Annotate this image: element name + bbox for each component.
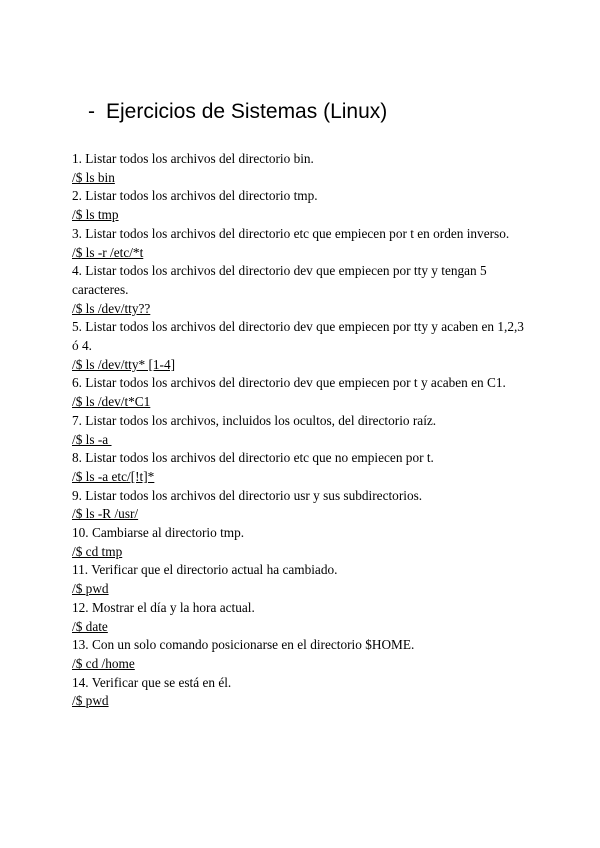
- exercise-answer: /$ date: [72, 618, 108, 634]
- exercise-answer: /$ ls tmp: [72, 207, 119, 223]
- exercise-answer: /$ pwd: [72, 693, 109, 709]
- title-text: Ejercicios de Sistemas (Linux): [106, 100, 388, 123]
- exercise-question: 6. Listar todos los archivos del directorio dev que empiecen por t y acaben en C1.: [72, 375, 506, 391]
- exercise-answer: /$ pwd: [72, 581, 109, 597]
- exercise-question: 3. Listar todos los archivos del directorio etc que empiecen por t en orden inverso.: [72, 225, 510, 241]
- exercise-list: [72, 150, 532, 711]
- page-title: [88, 98, 387, 126]
- exercise-answer: /$ ls /dev/t*C1: [72, 394, 151, 410]
- exercise-question: 5. Listar todos los archivos del directorio dev que empiecen por tty y acaben en 1,2,3 ó 4.: [72, 319, 524, 354]
- exercise-question: 13. Con un solo comando posicionarse en el directorio $HOME.: [72, 637, 415, 653]
- exercise-answer: /$ ls bin: [72, 169, 115, 185]
- exercise-answer: /$ ls -a etc/[!t]*: [72, 468, 155, 484]
- exercise-question: 8. Listar todos los archivos del directorio etc que no empiecen por t.: [72, 450, 434, 466]
- exercise-answer: /$ ls -r /etc/*t: [72, 244, 144, 260]
- exercise-question: 4. Listar todos los archivos del directorio dev que empiecen por tty y tengan 5 caracteres.: [72, 263, 487, 297]
- exercise-question: 12. Mostrar el día y la hora actual.: [72, 599, 255, 615]
- exercise-answer: /$ ls -a: [72, 431, 112, 447]
- exercise-question: 14. Verificar que se está en él.: [72, 674, 232, 690]
- exercise-answer: /$ ls -R /usr/: [72, 506, 139, 522]
- exercise-answer: /$ ls /dev/tty??: [72, 300, 151, 316]
- exercise-question: 11. Verificar que el directorio actual ha cambiado.: [72, 562, 338, 578]
- exercise-question: 1. Listar todos los archivos del directorio bin.: [72, 151, 314, 166]
- exercise-question: 7. Listar todos los archivos, incluidos los ocultos, del directorio raíz.: [72, 412, 437, 428]
- exercise-answer: /$ cd tmp: [72, 543, 123, 559]
- exercise-answer: /$ cd /home: [72, 655, 135, 671]
- exercise-question: 9. Listar todos los archivos del directorio usr y sus subdirectorios.: [72, 487, 423, 503]
- exercise-answer: /$ ls /dev/tty* [1-4]: [72, 356, 176, 372]
- exercise-question: 2. Listar todos los archivos del directorio tmp.: [72, 188, 318, 204]
- exercise-question: 10. Cambiarse al directorio tmp.: [72, 525, 245, 541]
- title-dash: -: [88, 100, 95, 123]
